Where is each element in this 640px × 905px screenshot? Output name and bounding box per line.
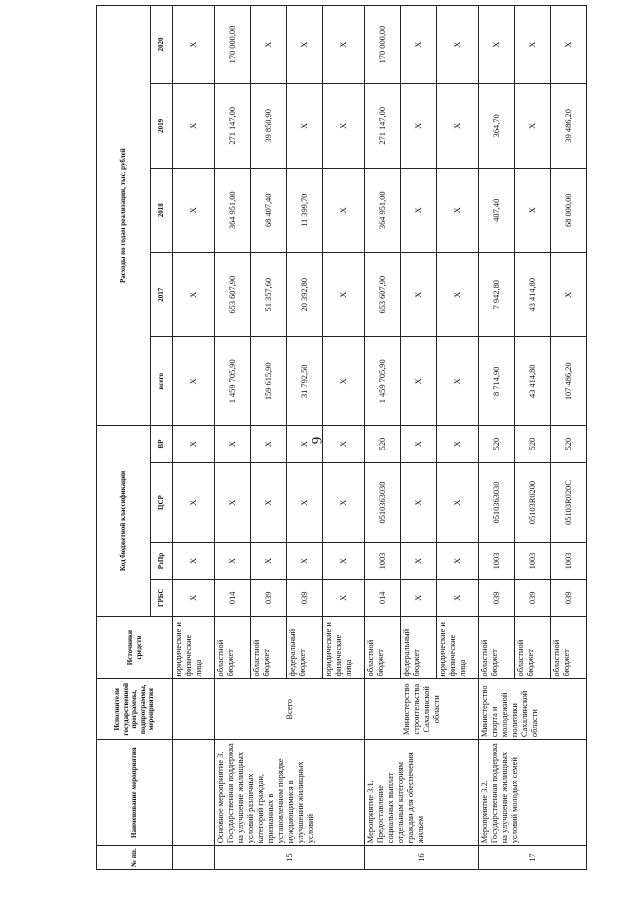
cell-2018: 68 407,40 xyxy=(251,168,287,252)
cell-csr: Х xyxy=(251,462,287,542)
cell-executor: Министерство спорта и молодежной политики Сахалинской области xyxy=(479,679,587,740)
cell-2020: 170 000,00 xyxy=(215,6,251,84)
cell-2019: Х xyxy=(437,84,479,168)
cell-2020: 170 000,00 xyxy=(365,6,401,84)
cell-2018: Х xyxy=(515,168,551,252)
cell-2020: Х xyxy=(515,6,551,84)
cell-vr: Х xyxy=(251,426,287,463)
cell-name: Основное мероприятие 3. Государственная поддержка на улучшение жилищных условий различных категорий граждан, признанных в установленном порядке нуждающимися в улучшении жилищных условий xyxy=(215,740,365,846)
cell-csr: 05103R0200 xyxy=(515,462,551,542)
cell-num xyxy=(173,846,215,870)
cell-grbs: 014 xyxy=(365,579,401,616)
cell-2017: Х xyxy=(551,252,587,336)
cell-total: Х xyxy=(323,337,365,426)
cell-2017: 7 942,80 xyxy=(479,252,515,336)
cell-vr: Х xyxy=(323,426,365,463)
cell-total: 1 459 705,90 xyxy=(215,337,251,426)
cell-2017: Х xyxy=(401,252,437,336)
cell-2020: Х xyxy=(401,6,437,84)
header-budget-code: Код бюджетной классификации xyxy=(97,426,151,617)
cell-2017: 20 392,80 xyxy=(287,252,323,336)
cell-rzpr: Х xyxy=(323,543,365,580)
cell-2019: Х xyxy=(323,84,365,168)
cell-source: федеральный бюджет xyxy=(401,616,437,679)
cell-total: 159 615,90 xyxy=(251,337,287,426)
cell-2019: Х xyxy=(173,84,215,168)
cell-total: 43 414,80 xyxy=(515,337,551,426)
cell-rzpr: 1003 xyxy=(365,543,401,580)
cell-csr: Х xyxy=(437,462,479,542)
header-name: Наименование мероприятия xyxy=(97,740,173,846)
cell-vr: 520 xyxy=(515,426,551,463)
cell-grbs: 039 xyxy=(251,579,287,616)
cell-2018: Х xyxy=(323,168,365,252)
cell-executor: Министерство строительства Сахалинской области xyxy=(365,679,479,740)
cell-source: областной бюджет xyxy=(479,616,515,679)
cell-2020: Х xyxy=(551,6,587,84)
cell-rzpr: 1003 xyxy=(515,543,551,580)
cell-2017: 653 607,90 xyxy=(215,252,251,336)
table-row xyxy=(215,6,251,870)
header-2018: 2018 xyxy=(151,168,173,252)
cell-rzpr: Х xyxy=(401,543,437,580)
cell-source: юридические и физические лица xyxy=(323,616,365,679)
cell-name: Мероприятие 3.2. Государственная поддержка на улучшение жилищных условий молодых семей xyxy=(479,740,587,846)
header-rzpr: РзПр xyxy=(151,543,173,580)
table-row xyxy=(479,6,515,870)
page-number-text: 9 xyxy=(309,436,326,445)
cell-rzpr: Х xyxy=(287,543,323,580)
cell-2019: 364,70 xyxy=(479,84,515,168)
cell-executor xyxy=(173,679,215,740)
cell-2017: Х xyxy=(323,252,365,336)
cell-2020: Х xyxy=(437,6,479,84)
header-2019: 2019 xyxy=(151,84,173,168)
cell-num: 17 xyxy=(479,846,587,870)
cell-grbs: 039 xyxy=(515,579,551,616)
cell-2017: 653 607,90 xyxy=(365,252,401,336)
cell-grbs: Х xyxy=(437,579,479,616)
cell-2017: 43 414,80 xyxy=(515,252,551,336)
cell-grbs: Х xyxy=(173,579,215,616)
cell-2019: Х xyxy=(287,84,323,168)
cell-2018: 407,40 xyxy=(479,168,515,252)
cell-csr: 0510363030 xyxy=(365,462,401,542)
cell-source: юридические и физические лица xyxy=(437,616,479,679)
cell-2020: Х xyxy=(173,6,215,84)
cell-2019: 271 147,00 xyxy=(215,84,251,168)
rotated-table-container xyxy=(96,5,573,870)
cell-2019: 39 486,20 xyxy=(551,84,587,168)
cell-2019: Х xyxy=(401,84,437,168)
cell-csr: Х xyxy=(173,462,215,542)
cell-grbs: Х xyxy=(401,579,437,616)
table-row xyxy=(365,6,401,870)
cell-2018: Х xyxy=(401,168,437,252)
cell-2017: Х xyxy=(173,252,215,336)
cell-name: Мероприятие 3.1. Предоставление социальных выплат отдельным категориям граждан для обеспечения жильем xyxy=(365,740,479,846)
cell-2020: Х xyxy=(479,6,515,84)
cell-2020: Х xyxy=(323,6,365,84)
cell-2018: 11 399,70 xyxy=(287,168,323,252)
header-grbs: ГРБС xyxy=(151,579,173,616)
cell-csr: 0510363030 xyxy=(479,462,515,542)
cell-source: областной бюджет xyxy=(515,616,551,679)
cell-2019: 39 850,90 xyxy=(251,84,287,168)
cell-source: федеральный бюджет xyxy=(287,616,323,679)
cell-total: Х xyxy=(401,337,437,426)
cell-csr: Х xyxy=(323,462,365,542)
cell-total: 1 459 705,90 xyxy=(365,337,401,426)
cell-source: областной бюджет xyxy=(215,616,251,679)
cell-grbs: Х xyxy=(323,579,365,616)
cell-num: 16 xyxy=(365,846,479,870)
cell-grbs: 039 xyxy=(479,579,515,616)
cell-vr: Х xyxy=(437,426,479,463)
cell-2017: Х xyxy=(437,252,479,336)
cell-vr: 520 xyxy=(479,426,515,463)
cell-source: областной бюджет xyxy=(365,616,401,679)
cell-csr: Х xyxy=(401,462,437,542)
cell-rzpr: Х xyxy=(215,543,251,580)
cell-rzpr: 1003 xyxy=(479,543,515,580)
cell-source: юридические и физические лица xyxy=(173,616,215,679)
cell-vr: Х xyxy=(173,426,215,463)
cell-executor: Всего xyxy=(215,679,365,740)
table-row xyxy=(173,6,215,870)
cell-total: 8 714,90 xyxy=(479,337,515,426)
cell-2018: 364 951,00 xyxy=(365,168,401,252)
cell-grbs: 039 xyxy=(287,579,323,616)
cell-grbs: 014 xyxy=(215,579,251,616)
cell-vr: 520 xyxy=(365,426,401,463)
cell-2019: 271 147,00 xyxy=(365,84,401,168)
cell-total: Х xyxy=(437,337,479,426)
cell-vr: Х xyxy=(287,426,323,463)
cell-source: областной бюджет xyxy=(551,616,587,679)
cell-2017: 51 357,60 xyxy=(251,252,287,336)
header-expenses: Расходы по годам реализации, тыс. рублей xyxy=(97,6,151,426)
cell-csr: Х xyxy=(215,462,251,542)
cell-total: Х xyxy=(173,337,215,426)
cell-rzpr: Х xyxy=(251,543,287,580)
cell-csr: Х xyxy=(287,462,323,542)
cell-rzpr: Х xyxy=(173,543,215,580)
cell-rzpr: 1003 xyxy=(551,543,587,580)
cell-total: 31 792,50 xyxy=(287,337,323,426)
cell-vr: 520 xyxy=(551,426,587,463)
cell-2018: 68 000,00 xyxy=(551,168,587,252)
cell-csr: 05103R020С xyxy=(551,462,587,542)
cell-name xyxy=(173,740,215,846)
header-2017: 2017 xyxy=(151,252,173,336)
cell-vr: Х xyxy=(215,426,251,463)
cell-vr: Х xyxy=(401,426,437,463)
header-executor: Исполнители государственной программы, подпрограммы, мероприятия xyxy=(97,679,173,740)
cell-2019: Х xyxy=(515,84,551,168)
cell-2020: Х xyxy=(287,6,323,84)
header-2020: 2020 xyxy=(151,6,173,84)
cell-source: областной бюджет xyxy=(251,616,287,679)
header-source: Источники средств xyxy=(97,616,173,679)
cell-2018: Х xyxy=(173,168,215,252)
cell-grbs: 039 xyxy=(551,579,587,616)
cell-2020: Х xyxy=(251,6,287,84)
cell-2018: 364 951,00 xyxy=(215,168,251,252)
expenses-table xyxy=(96,5,587,870)
header-csr: ЦСР xyxy=(151,462,173,542)
cell-total: 107 486,20 xyxy=(551,337,587,426)
cell-2018: Х xyxy=(437,168,479,252)
cell-num: 15 xyxy=(215,846,365,870)
header-vr: ВР xyxy=(151,426,173,463)
header-total: всего xyxy=(151,337,173,426)
cell-rzpr: Х xyxy=(437,543,479,580)
header-num: № пп. xyxy=(97,846,173,870)
